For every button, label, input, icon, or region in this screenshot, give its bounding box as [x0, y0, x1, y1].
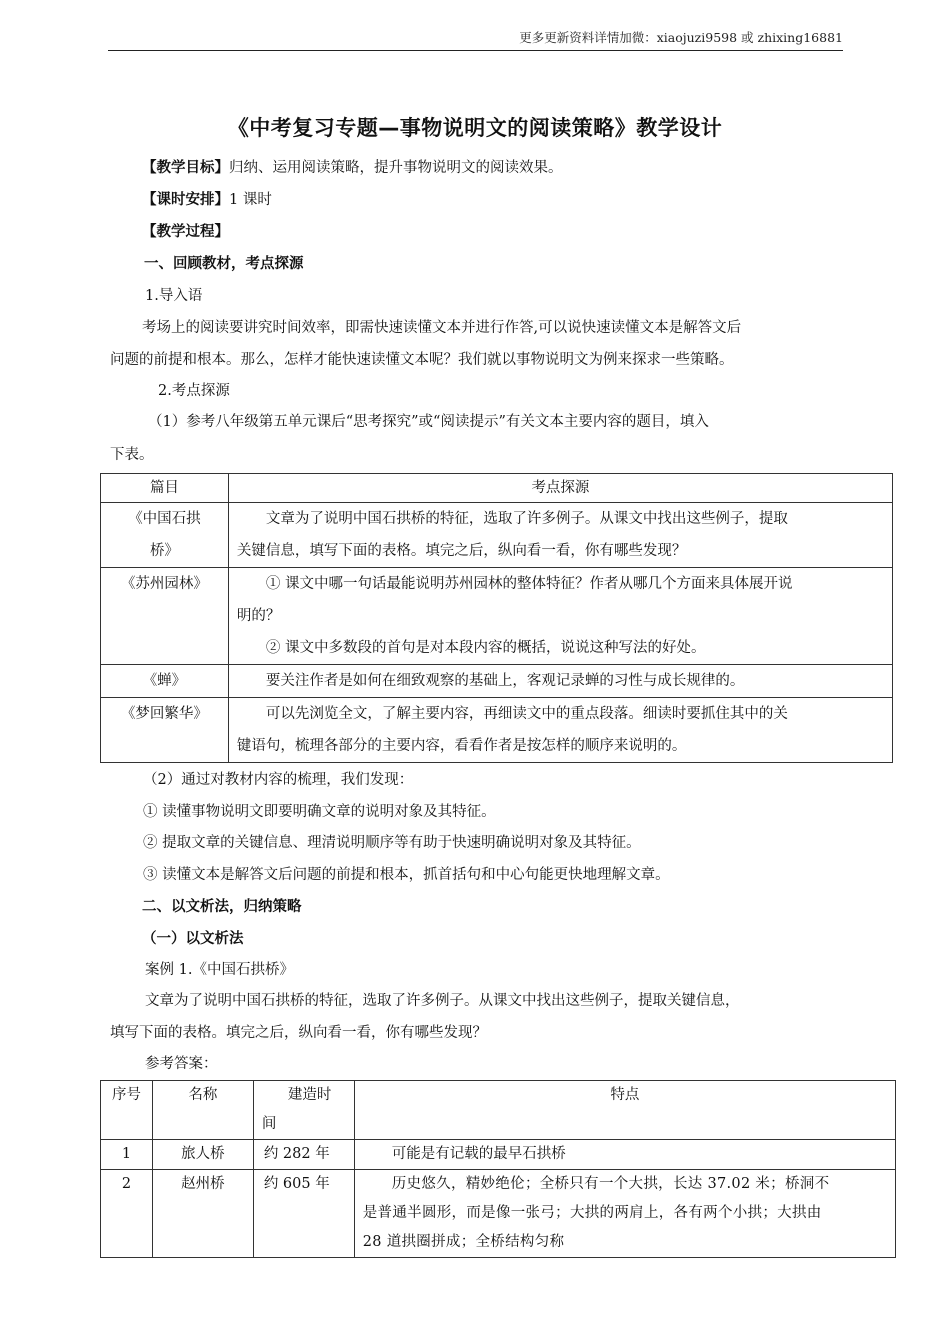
row-content-line: 关键信息，填写下面的表格。填完之后，纵向看一看，你有哪些发现？ — [236, 543, 687, 559]
schedule-label: 【课时安排】 — [142, 192, 229, 208]
cell-feature-line: 历史悠久，精妙绝伦；全桥只有一个大拱，长达 37.02 米；桥洞不 — [391, 1176, 830, 1192]
row-title — [101, 503, 229, 568]
table-row — [101, 1170, 896, 1258]
intro-line2: 问题的前提和根本。那么，怎样才能快速读懂文本呢？我们就以事物说明文为例来探求一些策略。 — [110, 352, 734, 368]
header-cell-title: 篇目 — [101, 474, 229, 503]
findings-intro: （2）通过对教材内容的梳理，我们发现： — [143, 772, 414, 788]
teaching-goal-text: 归纳、运用阅读策略，提升事物说明文的阅读效果。 — [229, 160, 563, 176]
finding-item: ③ 读懂文本是解答文后问题的前提和根本，抓首括句和中心句能更快地理解文章。 — [143, 867, 670, 883]
process-label: 【教学过程】 — [142, 224, 229, 240]
table-row — [101, 568, 893, 665]
cell-feature-line: 28 道拱圈拼成；全桥结构匀称 — [362, 1234, 565, 1250]
cell-feature-line: 是普通半圆形，而是像一张弓；大拱的两肩上，各有两个小拱；大拱由 — [362, 1205, 822, 1221]
table-header-row — [101, 474, 893, 503]
row-title: 《苏州园林》 — [101, 568, 229, 665]
table-bridges — [100, 1080, 896, 1258]
section1-item1: 1.导入语 — [145, 288, 203, 304]
row-content — [228, 568, 892, 665]
cell-time: 约 605 年 — [253, 1170, 354, 1258]
header-time-line: 建造时 — [287, 1087, 332, 1103]
row-content-line: 文章为了说明中国石拱桥的特征，选取了许多例子。从课文中找出这些例子，提取 — [265, 511, 788, 527]
teaching-goal — [142, 158, 563, 178]
cell-name: 赵州桥 — [152, 1170, 253, 1258]
cell-no: 1 — [101, 1140, 153, 1170]
cell-name: 旅人桥 — [152, 1140, 253, 1170]
table-exam-sources — [100, 473, 893, 763]
header-time-line: 间 — [261, 1116, 277, 1132]
finding-item: ① 读懂事物说明文即要明确文章的说明对象及其特征。 — [143, 804, 496, 820]
section1-item2: 2.考点探源 — [158, 383, 230, 399]
header-cell-feature: 特点 — [354, 1081, 895, 1140]
table-row — [101, 503, 893, 568]
header-cell-time — [253, 1081, 354, 1140]
section1-heading: 一、回顾教材，考点探源 — [144, 256, 304, 272]
row-content — [228, 503, 892, 568]
case-line2: 填写下面的表格。填完之后，纵向看一看，你有哪些发现？ — [110, 1025, 487, 1041]
header-cell-name: 名称 — [152, 1081, 253, 1140]
header-cell-no: 序号 — [101, 1081, 153, 1140]
teaching-goal-label: 【教学目标】 — [142, 160, 229, 176]
table-row — [101, 698, 893, 763]
row-content: 要关注作者是如何在细致观察的基础上，客观记录蝉的习性与成长规律的。 — [228, 665, 892, 698]
row-content-line: 明的？ — [236, 608, 281, 624]
row-title-line: 桥》 — [149, 543, 179, 559]
schedule-text: 1 课时 — [229, 192, 272, 208]
task-line2: 下表。 — [110, 447, 154, 463]
cell-feature: 可能是有记载的最早石拱桥 — [354, 1140, 895, 1170]
row-content-line: 键语句，梳理各部分的主要内容，看看作者是按怎样的顺序来说明的。 — [236, 738, 687, 754]
row-content-line: 可以先浏览全文，了解主要内容，再细读文中的重点段落。细读时要抓住其中的关 — [265, 706, 788, 722]
answer-label: 参考答案： — [145, 1056, 218, 1072]
row-title: 《蝉》 — [101, 665, 229, 698]
cell-feature — [354, 1170, 895, 1258]
header-text: 更多更新资料详情加微：xiaojuzi9598 或 zhixing16881 — [519, 30, 843, 45]
table-row — [101, 1140, 896, 1170]
task-line1: （1）参考八年级第五单元课后“思考探究”或“阅读提示”有关文本主要内容的题目，填入 — [148, 414, 709, 430]
row-title: 《梦回繁华》 — [101, 698, 229, 763]
case-title: 案例 1.《中国石拱桥》 — [145, 962, 294, 978]
section2-heading: 二、以文析法，归纳策略 — [142, 899, 302, 915]
section2-sub: （一）以文析法 — [142, 931, 244, 947]
schedule — [142, 190, 272, 210]
table-header-row — [101, 1081, 896, 1140]
table-row — [101, 665, 893, 698]
cell-time: 约 282 年 — [253, 1140, 354, 1170]
row-content-line: ② 课文中多数段的首句是对本段内容的概括，说说这种写法的好处。 — [265, 640, 706, 656]
row-content-line: ① 课文中哪一句话最能说明苏州园林的整体特征？作者从哪几个方面来具体展开说 — [265, 576, 793, 592]
row-title-line: 《中国石拱 — [128, 511, 201, 527]
page-header — [108, 28, 843, 51]
header-cell-source: 考点探源 — [228, 474, 892, 503]
document-title: 《中考复习专题—事物说明文的阅读策略》教学设计 — [227, 116, 723, 140]
cell-no: 2 — [101, 1170, 153, 1258]
intro-line1: 考场上的阅读要讲究时间效率，即需快速读懂文本并进行作答,可以说快速读懂文本是解答文后 — [142, 320, 742, 336]
row-content — [228, 698, 892, 763]
case-line1: 文章为了说明中国石拱桥的特征，选取了许多例子。从课文中找出这些例子，提取关键信息， — [145, 993, 740, 1009]
finding-item: ② 提取文章的关键信息、理清说明顺序等有助于快速明确说明对象及其特征。 — [143, 835, 641, 851]
